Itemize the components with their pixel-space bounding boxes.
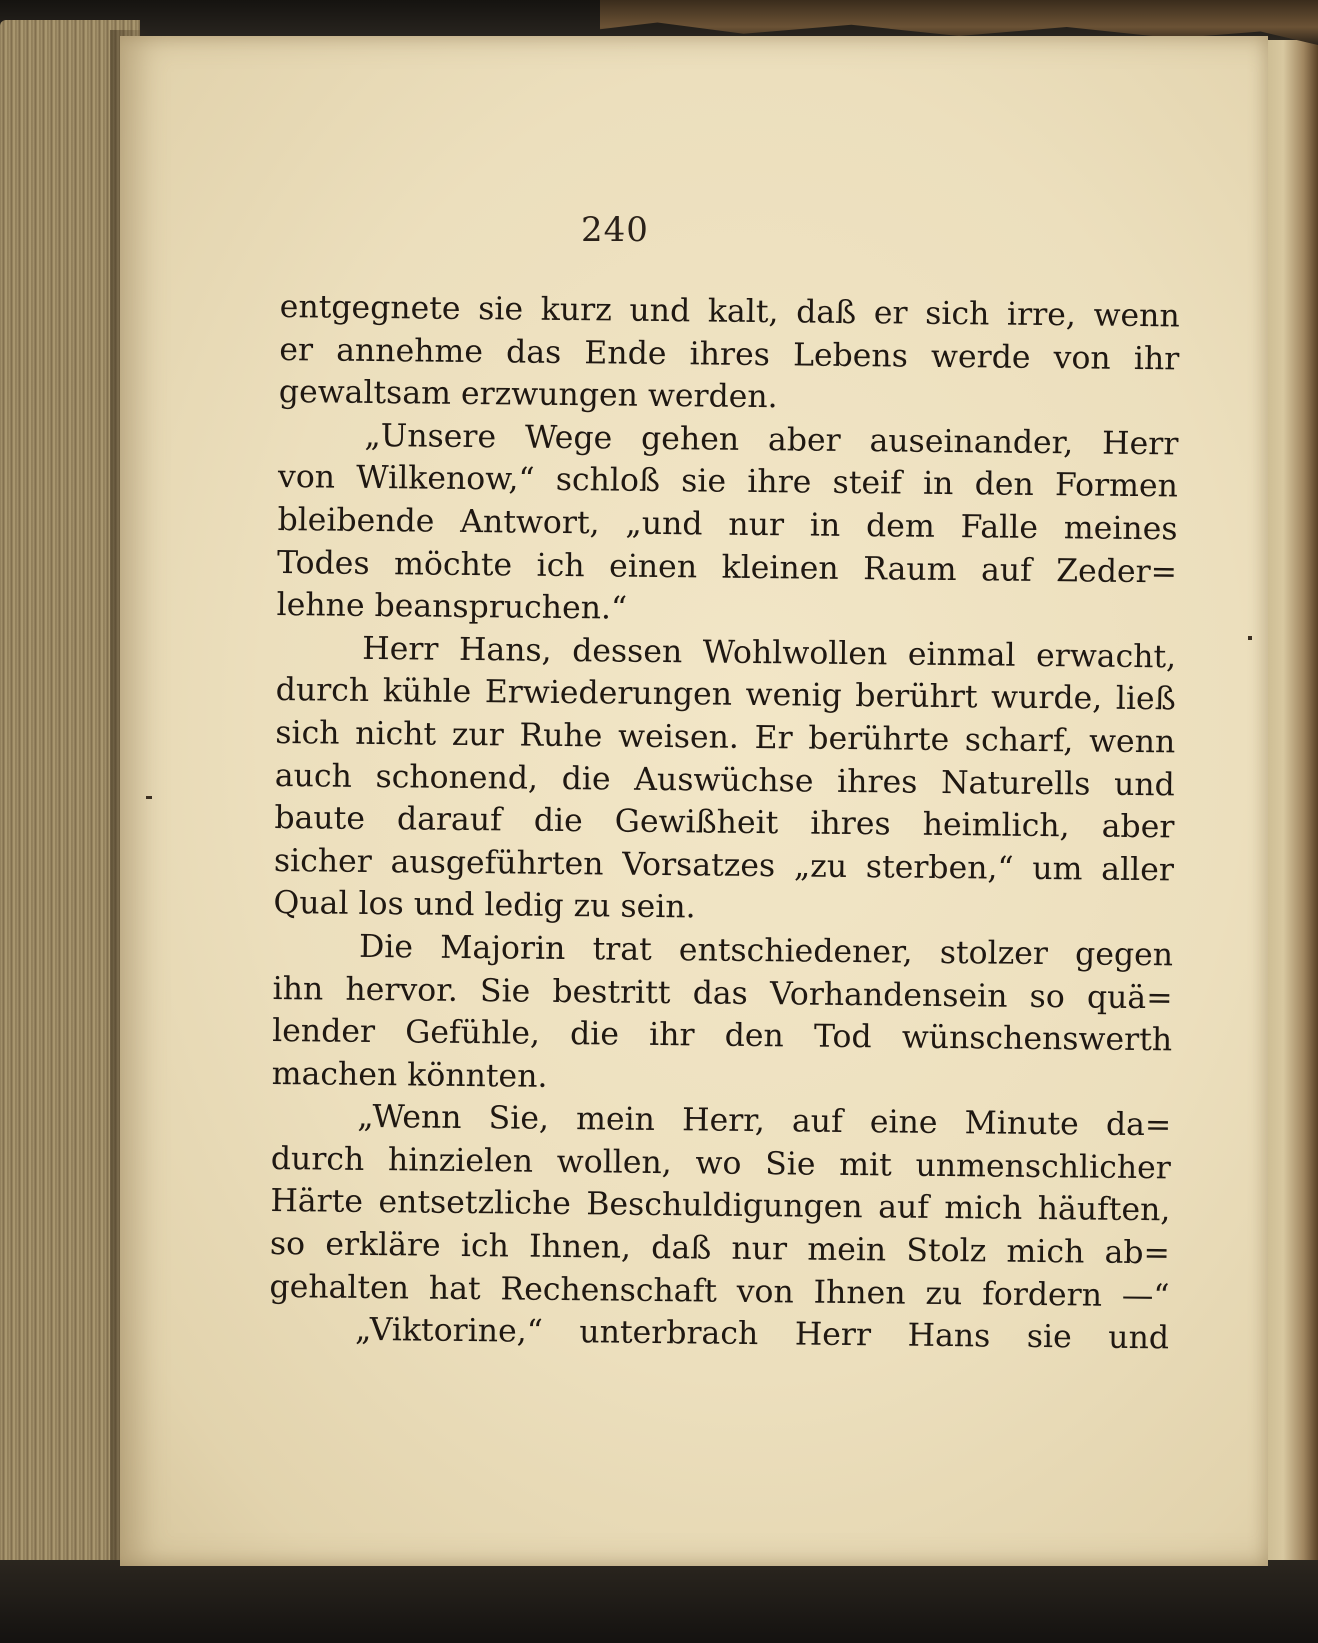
text-line: Todes möchte ich einen kleinen Raum auf Zeder= bbox=[276, 544, 1178, 590]
text-line: durch hinzielen wollen, wo Sie mit unmenschlicher bbox=[270, 1140, 1171, 1187]
text-line: sich nicht zur Ruhe weisen. Er berührte scharf, wenn bbox=[275, 714, 1176, 761]
text-line: „Viktorine,“ unterbrach Herr Hans sie und bbox=[354, 1312, 1170, 1357]
text-line: Die Majorin trat entschiedener, stolzer gegen bbox=[358, 928, 1174, 974]
text-line: er annehme das Ende ihres Lebens werde von ihr bbox=[279, 331, 1180, 378]
text-line: gewaltsam erzwungen werden. bbox=[278, 374, 778, 416]
text-line: machen könnten. bbox=[271, 1055, 548, 1095]
text-line: gehalten hat Rechenschaft von Ihnen zu fordern —“ bbox=[269, 1268, 1170, 1315]
text-line: entgegnete sie kurz und kalt, daß er sich irre, wenn bbox=[279, 288, 1180, 335]
text-line: Qual los und ledig zu sein. bbox=[273, 885, 696, 926]
text-line: lehne beanspruchen.“ bbox=[276, 587, 628, 627]
body-text bbox=[269, 286, 1180, 1360]
ink-speck bbox=[1248, 636, 1252, 640]
text-line: ihn hervor. Sie bestritt das Vorhandensein so quä= bbox=[272, 970, 1173, 1016]
text-line: „Unsere Wege gehen aber auseinander, Herr bbox=[364, 417, 1179, 463]
ink-speck bbox=[146, 796, 152, 799]
book-spine-right bbox=[1260, 40, 1318, 1580]
text-line: bleibende Antwort, „und nur in dem Falle meines bbox=[277, 501, 1178, 548]
text-line: von Wilkenow,“ schloß sie ihre steif in den Formen bbox=[277, 459, 1179, 505]
text-line: „Wenn Sie, mein Herr, auf eine Minute da= bbox=[357, 1099, 1172, 1144]
page-number: 240 bbox=[581, 210, 649, 250]
text-line: baute darauf die Gewißheit ihres heimlich, aber bbox=[274, 800, 1175, 846]
background-bottom bbox=[0, 1560, 1318, 1643]
text-line: Härte entsetzliche Beschuldigungen auf mich häuften, bbox=[270, 1183, 1171, 1229]
text-line: auch schonend, die Auswüchse ihres Naturells und bbox=[274, 757, 1176, 803]
text-line: lender Gefühle, die ihr den Tod wünschenswerth bbox=[272, 1013, 1173, 1059]
text-line: durch kühle Erwiederungen wenig berührt wurde, ließ bbox=[275, 672, 1176, 718]
text-line: sicher ausgeführten Vorsatzes „zu sterben,“ um aller bbox=[273, 842, 1175, 889]
text-line: so erkläre ich Ihnen, daß nur mein Stolz mich ab= bbox=[269, 1226, 1171, 1272]
text-line: Herr Hans, dessen Wohlwollen einmal erwacht, bbox=[362, 630, 1177, 676]
